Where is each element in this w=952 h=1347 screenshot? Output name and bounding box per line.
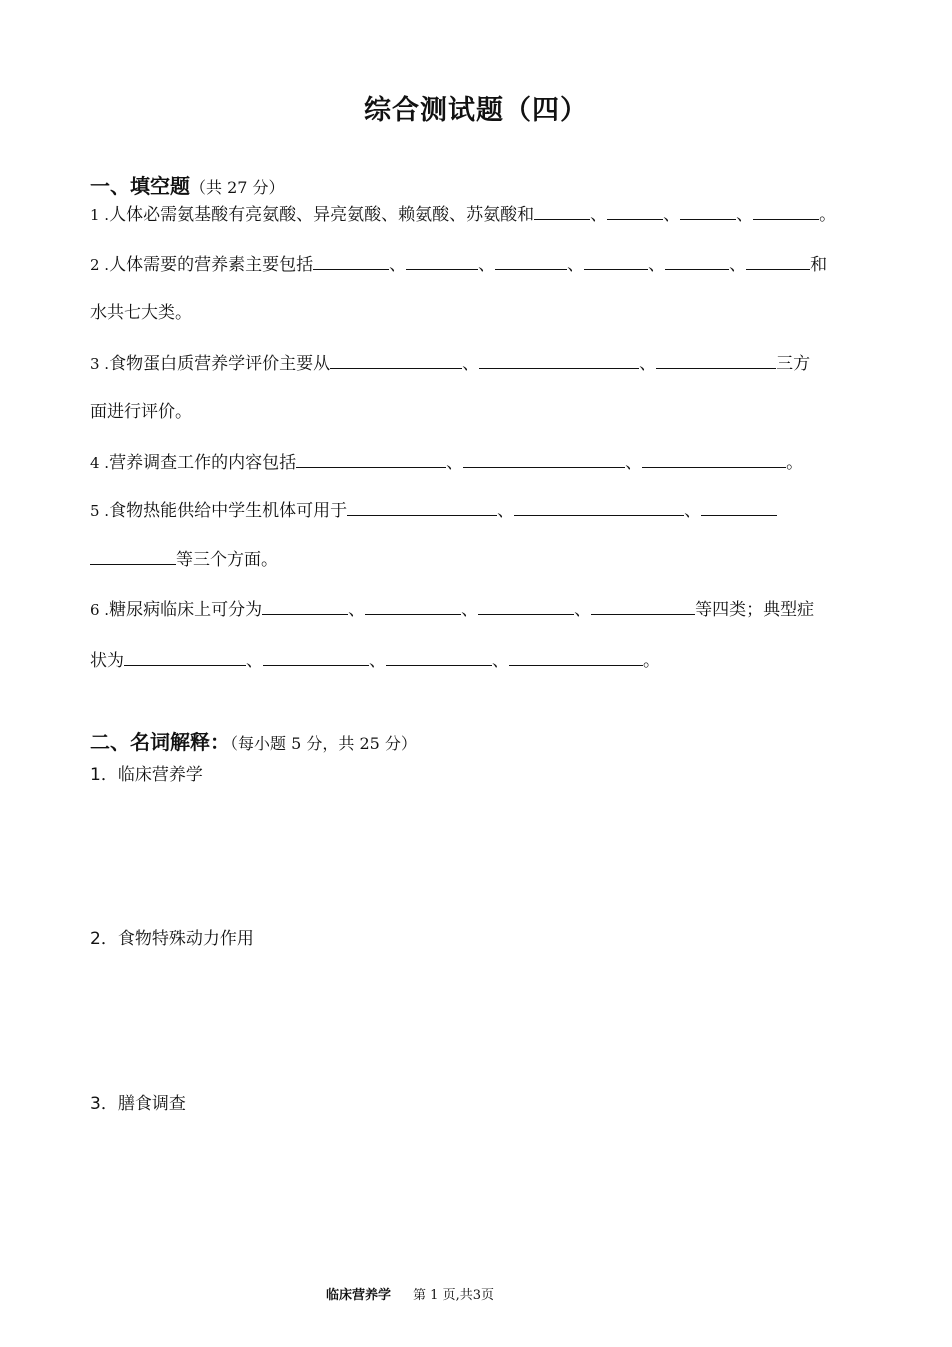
page-title: 综合测试题（四） [364,95,588,126]
question-text: 状为 [90,651,124,671]
separator: 、 [736,205,754,225]
term-item: 1．临床营养学 [90,765,203,785]
answer-blank[interactable] [347,498,497,516]
answer-blank[interactable] [656,351,776,369]
section-2-title: 二、名词解释： [90,730,230,754]
answer-blank[interactable] [607,202,663,220]
answer-blank[interactable] [479,351,639,369]
answer-blank[interactable] [313,252,389,270]
separator: 、 [590,205,608,225]
question-text-tail: 和 [810,255,828,275]
separator: 、 [567,255,585,275]
question-text: 糖尿病临床上可分为 [109,600,263,620]
answer-blank[interactable] [753,202,819,220]
answer-blank[interactable] [365,597,461,615]
end-mark: 。 [643,651,660,671]
separator: 、 [478,255,496,275]
answer-blank[interactable] [386,648,492,666]
question-text: 人体必需氨基酸有亮氨酸、异亮氨酸、赖氨酸、苏氨酸和 [109,205,535,225]
page-footer [0,1284,820,1303]
question-text: 人体需要的营养素主要包括 [109,255,314,275]
answer-blank[interactable] [262,597,348,615]
end-mark: 。 [786,453,804,473]
section-1-heading [90,170,285,199]
question-text: 食物蛋白质营养学评价主要从 [109,354,331,374]
separator: 、 [663,205,681,225]
answer-blank[interactable] [124,648,246,666]
separator: 、 [729,255,747,275]
end-mark: 。 [819,205,837,225]
answer-blank[interactable] [591,597,695,615]
answer-blank[interactable] [296,450,446,468]
separator: 、 [462,354,480,374]
answer-blank[interactable] [642,450,786,468]
separator: 、 [492,651,509,671]
answer-blank[interactable] [534,202,590,220]
question-number: 4 . [90,454,110,472]
question-text: 食物热能供给中学生机体可用于 [109,501,348,521]
separator: 、 [639,354,657,374]
answer-blank[interactable] [701,498,777,516]
question-3-continued: 面进行评价。 [90,402,192,422]
term-item: 3．膳食调查 [90,1094,186,1114]
separator: 、 [625,453,643,473]
question-1 [90,202,870,227]
question-6 [90,597,870,622]
answer-blank[interactable] [463,450,625,468]
section-1-title: 一、填空题 [90,174,190,198]
answer-blank[interactable] [406,252,478,270]
footer-course-name: 临床营养学 [326,1288,392,1303]
question-number: 1 . [90,206,110,224]
question-4 [90,450,870,475]
answer-blank[interactable] [584,252,648,270]
term-item: 2．食物特殊动力作用 [90,929,254,949]
question-5 [90,498,870,523]
question-text-tail: 三方 [776,354,811,374]
answer-blank[interactable] [495,252,567,270]
question-number: 5 . [90,502,110,520]
separator: 、 [461,600,479,620]
answer-blank[interactable] [263,648,369,666]
separator: 、 [246,651,263,671]
separator: 、 [348,600,366,620]
question-number: 3 . [90,355,110,373]
answer-blank[interactable] [680,202,736,220]
answer-blank[interactable] [509,648,643,666]
section-1-score-note: （共 27 分） [190,178,285,197]
answer-blank[interactable] [478,597,574,615]
separator: 、 [648,255,666,275]
question-number: 2 . [90,256,110,274]
separator: 、 [574,600,592,620]
section-2-score-note: （每小题 5 分，共 25 分） [230,734,417,753]
answer-blank[interactable] [90,547,176,565]
separator: 、 [446,453,464,473]
question-6-continued [90,648,870,673]
question-2 [90,252,870,277]
question-2-continued: 水共七大类。 [90,303,192,323]
answer-blank[interactable] [514,498,684,516]
question-3 [90,351,870,376]
separator: 、 [369,651,386,671]
answer-blank[interactable] [330,351,462,369]
answer-blank[interactable] [746,252,810,270]
question-text-tail: 等四类；典型症 [695,600,815,620]
section-2-heading [90,726,417,755]
question-text-tail: 等三个方面。 [176,550,278,570]
separator: 、 [389,255,407,275]
question-5-continued [90,547,870,572]
footer-page-number: 第 1 页,共3页 [413,1288,494,1303]
separator: 、 [684,501,702,521]
question-number: 6 . [90,601,110,619]
separator: 、 [497,501,515,521]
answer-blank[interactable] [665,252,729,270]
question-text: 营养调查工作的内容包括 [109,453,297,473]
